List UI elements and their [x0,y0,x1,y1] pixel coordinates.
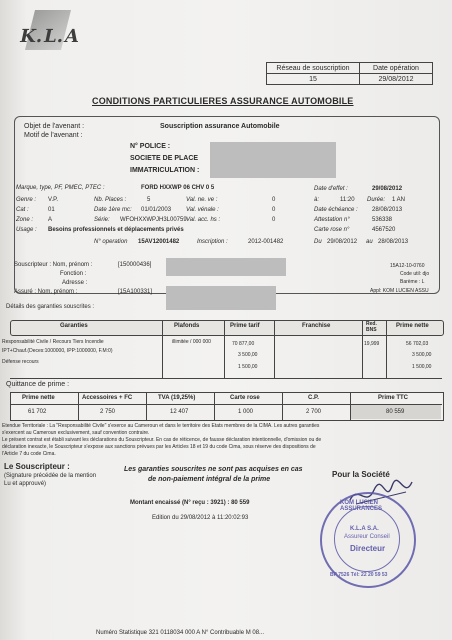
attestation-label: Attestation n° [314,217,350,223]
valnve-label: Val. ne. ve : [186,197,218,203]
etendue-line-2: s'exercent au Cameroun exclusivement, sauf convention contraire. [2,430,150,436]
gar-row-1-tarif: 70 877,00 [232,341,255,347]
ref-line-1: 15A12-10-0760 [390,263,425,269]
valven-value: 0 [272,207,276,213]
bottom-statistics-line: Numéro Statistique 321 0118034 000 A N° Contribuable M 08... [96,630,265,636]
q-col-sep-2 [146,392,147,420]
duree-label: Durée: [367,197,386,203]
gar-col-sep-5 [386,320,387,378]
gar-header-franchise: Franchise [302,323,331,329]
company-stamp [320,492,416,588]
usage-value: Besoins professionnels et déplacements privés [48,227,184,233]
gar-col-sep-4 [362,320,363,378]
q-col-sep-1 [78,392,79,420]
q-col-sep-3 [214,392,215,420]
effet-value: 29/08/2012 [372,186,403,192]
q-col-sep-4 [282,392,283,420]
redacted-immat [210,166,336,178]
etendue-line-1: Etendue Territoriale : La "Responsabilité Civile" s'exerce au Cameroun et dans le territoire des Etats membres de la CIMA. Les autres garanties [2,423,320,429]
carte-rose-value: 4567520 [372,227,396,233]
q-header-prime-nette: Prime nette [22,395,55,401]
gar-header-red-bns: Red. BNS [366,321,377,333]
gar-row-1-plafond: illimitée / 000 000 [172,339,211,345]
company-logo: K.L.A [16,8,74,52]
gar-row-3-nette: 1 500,00 [412,364,432,370]
assure-code: [15A100331] [118,289,153,295]
zone-value: A [48,217,53,223]
attestation-value: 536338 [372,217,393,223]
carte-rose-label: Carte rose n° [314,227,350,233]
q-value-cp: 2 700 [306,409,322,415]
edition-date: Edition du 29/08/2012 à 11:20:02:93 [152,515,249,521]
redacted-assure [166,286,276,310]
date-operation-value: 29/08/2012 [360,74,433,85]
adresse-label: Adresse : [62,280,88,286]
nop-value: 15AV12001482 [138,239,180,245]
usage-label: Usage : [16,227,37,233]
echeance-label: Date échéance : [314,207,358,213]
valnve-value: 0 [272,197,276,203]
redacted-societe [210,154,336,166]
q-value-carte-rose: 1 000 [238,409,254,415]
reseau-value: 15 [267,74,360,85]
genre-label: Genre : [16,197,37,203]
immat-label: IMMATRICULATION : [130,167,200,174]
reseau-header: Réseau de souscription [267,63,360,74]
etendue-line-4: déclaration inexacte, le Souscripteur s'expose aux sanctions prévues par les Articles 18 et 19 du code Cima, sous réserve des dispositions de [2,444,316,450]
stamp-role: Directeur [350,544,386,553]
gar-col-sep-3 [274,320,275,378]
cat-value: 01 [48,207,55,213]
nop-label: N° operation [94,239,128,245]
gar-row-1-garantie: Responsabilité Civile / Recours Tiers Incendie [2,339,104,345]
effet-label: Date d'effet : [314,186,348,192]
stamp-bottom-text: BP 7526 Tél: 22 20 59 53 [330,572,388,578]
assure-label: Assuré : Nom, prénom : [14,289,78,295]
police-label: N° POLICE : [130,143,171,150]
societe-label: SOCIETE DE PLACE [130,155,199,162]
date-operation-header: Date opération [360,63,433,74]
q-value-accessoires: 2 750 [100,409,116,415]
notice-line-1: Les garanties souscrites ne sont pas acquises en cas [124,466,303,473]
gar-row-2-tarif: 3 500,00 [238,352,258,358]
redacted-souscripteur [166,258,286,276]
souscripteur-nom-label: Souscripteur : Nom, prénom : [14,262,93,268]
redacted-police [210,142,336,154]
au-label: au [366,239,373,245]
gar-row-3-tarif: 1 500,00 [238,364,258,370]
gar-header-plafonds: Plafonds [174,323,200,329]
q-header-tva: TVA (19,25%) [158,395,196,401]
serie-value: WFOHXXWPJH3L00759 [120,217,187,223]
valacc-label: Val. acc. hs : [186,217,221,223]
gar-col-sep-2 [224,320,225,378]
etendue-line-3: Le présent contrat est établi suivant les déclarations du Souscripteur. En cas de réticence, de fausse déclaration intentionnelle, d'omission ou de [2,437,322,443]
a-label: à: [314,197,320,203]
date1-label: Date 1ère mc: [94,207,132,213]
pour-la-societe: Pour la Société [332,470,390,479]
fonction-label: Fonction : [60,271,87,277]
ref-line-3: Barème : L [400,279,425,285]
gar-bottom-border [10,378,442,379]
echeance-value: 28/08/2013 [372,207,403,213]
q-value-prime-nette: 61 702 [28,409,47,415]
gar-header-prime-tarif: Prime tarif [230,323,260,329]
gar-row-1-red: 19,999 [364,341,380,347]
garanties-section-label: Détails des garanties souscrites : [6,304,95,310]
genre-value: V.P. [48,197,59,203]
motif-label: Motif de l'avenant : [24,132,83,139]
q-value-prime-ttc: 80 559 [386,409,405,415]
gar-row-3-garantie: Défense recours [2,359,39,365]
serie-label: Série: [94,217,110,223]
objet-value: Souscription assurance Automobile [160,123,280,130]
valacc-value: 0 [272,217,276,223]
stamp-mid-2: Assureur Conseil [344,534,390,540]
q-header-carte-rose: Carte rose [230,395,260,401]
signature-note-1: (Signature précédée de la mention [4,473,97,479]
ref-line-2: Code util: djo [400,271,430,277]
souscripteur-code: [150000436] [118,262,152,268]
signature-note-2: Lu et approuvé) [4,481,47,487]
q-value-tva: 12 407 [170,409,189,415]
ref-line-4: Appl: KOM LUCIEN ASSU [370,288,429,294]
inscr-label: Inscription : [197,239,228,245]
gar-col-sep-1 [162,320,163,378]
inscr-value: 2012-001482 [248,239,284,245]
duree-value: 1 AN [392,197,406,203]
objet-label: Objet de l'avenant : [24,123,85,130]
cat-label: Cat : [16,207,29,213]
zone-label: Zone : [16,217,34,223]
gar-row-1-nette: 56 702,03 [406,341,429,347]
stamp-mid-1: K.L.A S.A. [350,526,379,532]
gar-header-garanties: Garanties [60,323,88,329]
montant-encaisse: Montant encaissé (N° reçu : 3921) : 80 559 [130,500,250,506]
q-header-accessoires: Accessoires + FC [82,395,133,401]
gar-row-2-nette: 3 500,00 [412,352,432,358]
marque-label: Marque, type, PF, PMEC, PTEC : [16,185,105,191]
places-value: 5 [147,197,151,203]
du-value: 29/08/2012 [327,239,358,245]
page-title: CONDITIONS PARTICULIERES ASSURANCE AUTOMOBILE [92,96,354,106]
q-header-prime-ttc: Prime TTC [378,395,409,401]
q-header-cp: C.P. [308,395,319,401]
quittance-label: Quittance de prime : [6,381,70,388]
du-label: Du [314,239,322,245]
notice-line-2: de non-paiement intégral de la prime [148,476,271,483]
marque-value: FORD HXXWP 06 CHV 0 5 [141,185,215,191]
etendue-line-5: l'Article 7 du code Cima. [2,451,56,457]
souscripteur-signature-label: Le Souscripteur : [4,462,70,471]
gar-row-2-garantie: IPT+Chauf.(Deces:1000000, IPP:1000000, F.M:0) [2,348,113,354]
a-value: 11:20 [340,197,355,203]
valven-label: Val. vénale : [186,207,219,213]
au-value: 28/08/2013 [378,239,409,245]
gar-header-prime-nette: Prime nette [396,323,429,329]
reseau-table [266,62,433,85]
stamp-top-text: KOM LUCIEN ASSURANCES [340,500,383,512]
date1-value: 01/01/2003 [141,207,172,213]
places-label: Nb. Places : [94,197,127,203]
